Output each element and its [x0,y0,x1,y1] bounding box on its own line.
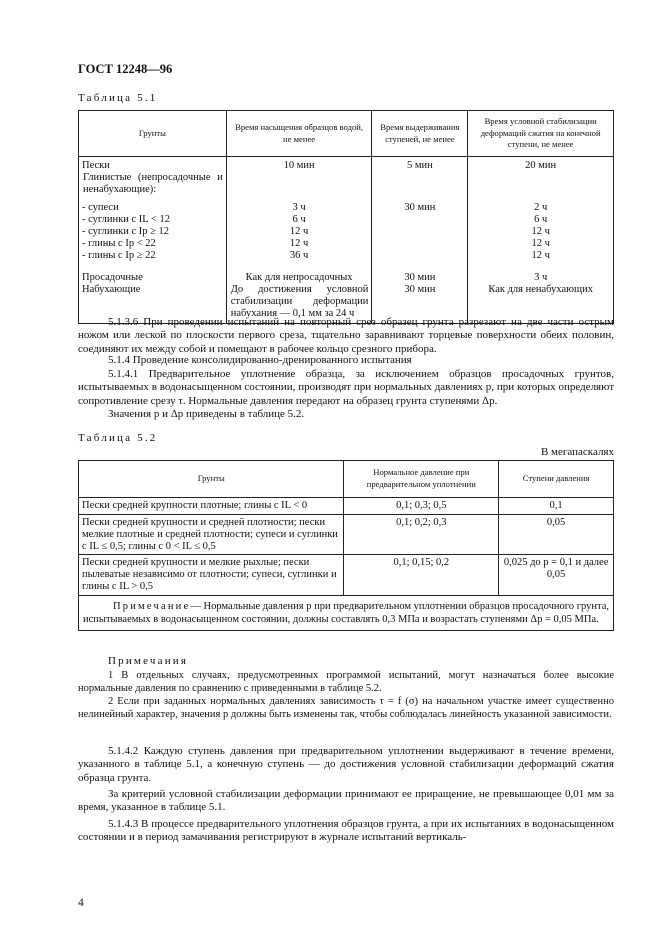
t1-row-sand-hold: 5 мин [372,157,468,173]
t2-row-1-step: 0,1 [499,498,614,515]
t1-row-loam-1-soil: - суглинки с IL < 12 [79,214,227,226]
t1-row-sand-stab: 20 мин [468,157,614,173]
table-5-1-caption: Таблица 5.1 [78,92,158,104]
table-5-1 [78,110,614,324]
t2-row-2-pressure: 0,1; 0,2; 0,3 [344,514,499,555]
t1-row-clayey-soil: Глинистые (непросадочные и ненабухающие): [79,172,227,196]
t1-row-subsiding-soil: Просадочные [79,272,227,284]
t1-row-loam-1-sat: 6 ч [226,214,372,226]
t1-row-subsiding-stab: 3 ч [468,272,614,284]
paragraph-5-1-4-1: 5.1.4.1 Предварительное уплотнение образца, за исключением образцов просадочных грунтов, испытываемых в водонасыщенном состоянии, производят при нормальных давлениях p, при которых определяют сопротивление срезу τ. Нормальные давления передают на образец грунта ступенями Δp. [78,368,614,407]
t2-note [79,596,614,631]
t1-row-sandy-loam-hold: 30 мин [372,202,468,214]
t1-row-swelling-hold: 30 мин [372,284,468,324]
t2-row-1-soil: Пески средней крупности плотные; глины с IL < 0 [79,498,344,515]
t1-row-clay-2-soil: - глины с Ip ≥ 22 [79,250,227,262]
t2-row-3-soil: Пески средней крупности и мелкие рыхлые; пески пылеватые независимо от плотности; супеси, суглинки и глины с IL > 0,5 [79,555,344,596]
t1-row-clay-1-soil: - глины с Ip < 22 [79,238,227,250]
t2-row-3-step: 0,025 до p = 0,1 и далее 0,05 [499,555,614,596]
t1-header-soils: Грунты [79,111,227,157]
t1-row-sandy-loam-sat: 3 ч [226,202,372,214]
t2-row-2-soil: Пески средней крупности и средней плотности; пески мелкие плотные и средней плотности; супеси и суглинки с IL ≤ 0,5; глины с 0 < IL ≤ 0,5 [79,514,344,555]
t2-row-1-pressure: 0,1; 0,3; 0,5 [344,498,499,515]
t1-row-clay-2-sat: 36 ч [226,250,372,262]
t2-note-text: — Нормальные давления p при предварительном уплотнении образцов просадочного грунта, испытываемых в водонасыщенном состоянии, должны составлять 0,3 МПа и возрастать ступенями Δp = 0,05 МПа. [83,601,609,626]
t1-row-swelling-stab: Как для ненабухающих [468,284,614,324]
t2-row-3-pressure: 0,1; 0,15; 0,2 [344,555,499,596]
t1-row-sandy-loam-soil: - супеси [79,202,227,214]
t1-row-clay-1-sat: 12 ч [226,238,372,250]
t1-row-loam-1-stab: 6 ч [468,214,614,226]
note-2: 2 Если при заданных нормальных давлениях зависимость τ = f (σ) на начальном участке имеет существенно нелинейный характер, значения p должны быть изменены так, чтобы соблюдалась линейность указанной зависимости. [78,696,614,720]
t2-row-2-step: 0,05 [499,514,614,555]
paragraph-5-1-3-6: 5.1.3.6 При проведении испытаний на повторный срез образец грунта разрезают на две части острым ножом или леской по плоскости первого среза, тщательно заравнивают торцевые поверхности обеих половин, соединяют их между собой и помещают в рабочее кольцо срезного прибора. [78,316,614,355]
paragraph-5-1-4-1-values: Значения p и Δp приведены в таблице 5.2. [108,408,305,420]
t1-row-loam-2-soil: - суглинки с Ip ≥ 12 [79,226,227,238]
document-code: ГОСТ 12248—96 [78,62,173,76]
page-number: 4 [78,897,84,909]
t1-row-clay-1-stab: 12 ч [468,238,614,250]
t1-row-sandy-loam-stab: 2 ч [468,202,614,214]
t2-note-label: Примечание [113,601,191,613]
t1-row-subsiding-hold: 30 мин [372,272,468,284]
t1-row-loam-2-stab: 12 ч [468,226,614,238]
t1-row-swelling-sat: До достижения условной стабилизации деформации набухания — 0,1 мм за 24 ч [226,284,372,324]
table-5-2 [78,460,614,631]
t2-header-normal-pressure: Нормальное давление при предварительном уплотнении [344,461,499,498]
t1-row-sand-sat: 10 мин [226,157,372,173]
paragraph-5-1-4-heading: 5.1.4 Проведение консолидированно-дренированного испытания [108,354,412,366]
t1-row-swelling-soil: Набухающие [79,284,227,324]
table-5-2-caption: Таблица 5.2 [78,432,158,444]
t1-row-clay-2-stab: 12 ч [468,250,614,262]
t1-header-stabilization-time: Время условной стабилизации деформаций сжатия на конечной ступени, не менее [468,111,614,157]
t1-row-subsiding-sat: Как для непросадочных [226,272,372,284]
t2-header-soils: Грунты [79,461,344,498]
notes-title: Примечания [108,655,189,667]
t1-row-sand-soil: Пески [79,157,227,173]
t1-row-loam-2-sat: 12 ч [226,226,372,238]
t1-header-holding-time: Время выдерживания ступеней, не менее [372,111,468,157]
paragraph-5-1-4-2: 5.1.4.2 Каждую ступень давления при предварительном уплотнении выдерживают в течение времени, указанного в таблице 5.1, а конечную ступень — до достижения условной стабилизации деформаций сжатия образца грунта. [78,745,614,784]
table-5-2-units: В мегапаскалях [540,446,614,458]
paragraph-5-1-4-2-criterion: За критерий условной стабилизации деформации принимают ее приращение, не превышающее 0,01 мм за время, указанное в таблице 5.1. [78,788,614,814]
paragraph-5-1-4-3: 5.1.4.3 В процессе предварительного уплотнения образцов грунта, а при их испытаниях в водонасыщенном состоянии и в период замачивания регистрируют в журнале испытаний вертикаль- [78,818,614,844]
note-1: 1 В отдельных случаях, предусмотренных программой испытаний, могут назначаться более высокие нормальные давления по сравнению с приведенными в таблице 5.2. [78,670,614,694]
t1-header-saturation-time: Время насыщения образцов водой, не менее [226,111,372,157]
t2-header-pressure-steps: Ступени давления [499,461,614,498]
